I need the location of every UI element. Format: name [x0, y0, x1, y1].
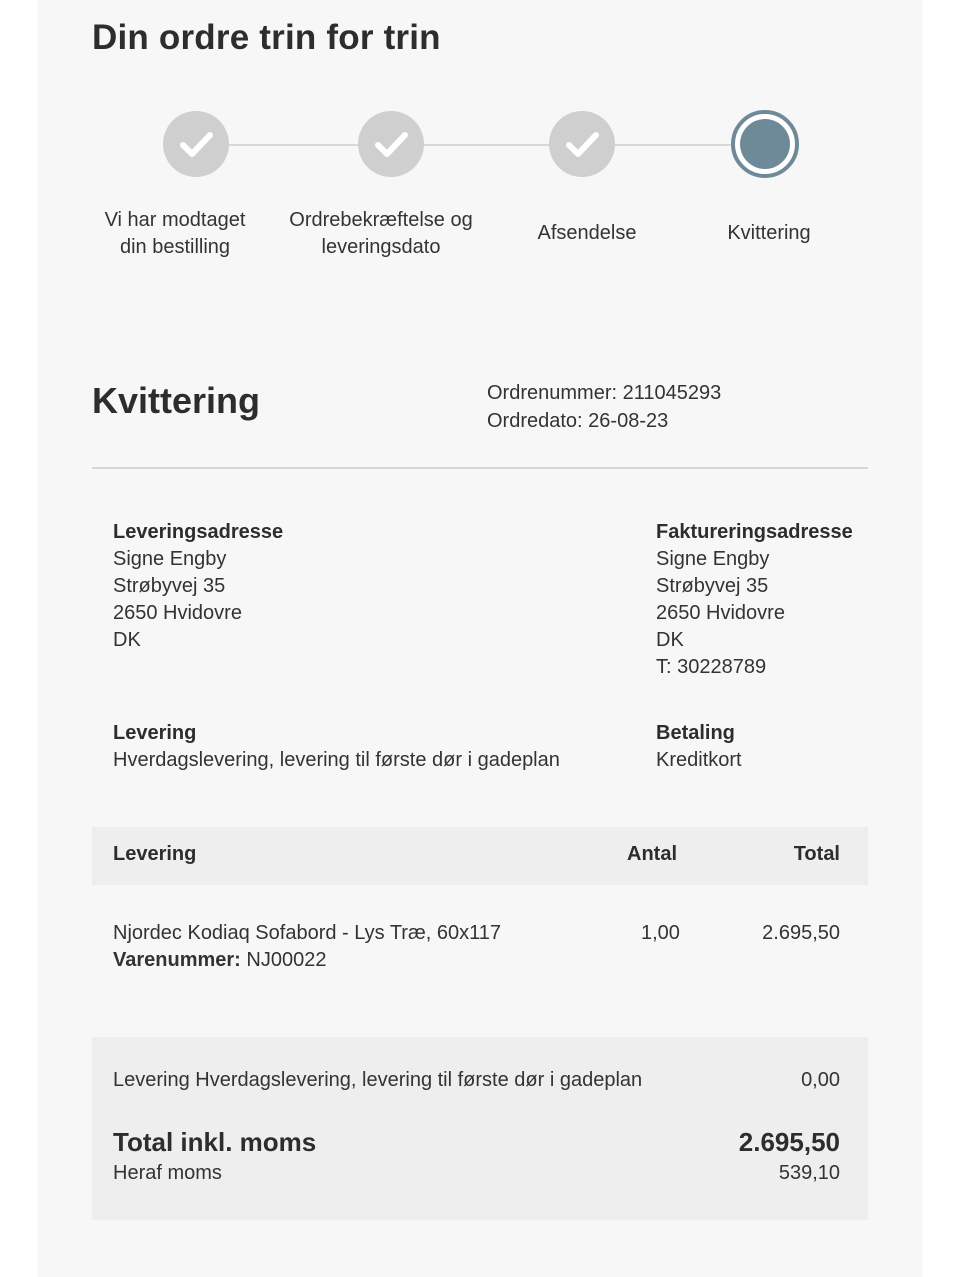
table-row [113, 920, 501, 974]
product-name: Njordec Kodiaq Sofabord - Lys Træ, 60x117 [113, 922, 501, 944]
checkmark-icon [358, 111, 424, 177]
summary-delivery-amount: 0,00 [801, 1069, 840, 1091]
order-card [37, 0, 923, 1277]
col-total: Total [793, 843, 840, 865]
divider [92, 467, 868, 469]
items-table-header [92, 827, 868, 885]
order-progress [37, 0, 923, 300]
summary-vat-label: Heraf moms [113, 1162, 222, 1184]
step-done-circle [358, 111, 424, 177]
checkmark-icon [163, 111, 229, 177]
step-done-circle [549, 111, 615, 177]
order-date: Ordredato: 26-08-23 [487, 410, 669, 432]
col-qty: Antal [627, 843, 677, 865]
summary-vat-amount: 539,10 [778, 1162, 840, 1184]
step-current-circle [731, 110, 799, 178]
step-label: Ordrebekræftelse og leveringsdato [289, 209, 473, 258]
payment-method: Betaling Kreditkort [656, 722, 742, 771]
order-number: Ordrenummer: 211045293 [487, 382, 722, 404]
product-total: 2.695,50 [762, 922, 840, 944]
summary-delivery-line: Levering Hverdagslevering, levering til første dør i gadeplan [113, 1069, 643, 1091]
step-label: Afsendelse [537, 222, 637, 244]
step-connector [228, 144, 358, 146]
shipping-address: Leveringsadresse Signe Engby Strøbyvej 35 2650 Hvidovre DK [113, 521, 284, 651]
step-label: Kvittering [727, 222, 811, 244]
order-meta [487, 379, 721, 435]
step-label: Vi har modtaget din bestilling [104, 209, 246, 258]
current-step-dot [740, 119, 790, 169]
col-item: Levering [113, 843, 197, 865]
delivery-method: Levering Hverdagslevering, levering til første dør i gadeplan [113, 722, 560, 771]
product-qty: 1,00 [641, 922, 680, 944]
page-title: Din ordre trin for trin [92, 18, 441, 57]
order-summary [92, 1037, 868, 1220]
step-done-circle [163, 111, 229, 177]
step-connector [615, 144, 733, 146]
summary-total-amount: 2.695,50 [738, 1127, 840, 1157]
summary-total-label: Total inkl. moms [113, 1127, 317, 1157]
step-connector [423, 144, 549, 146]
receipt-title: Kvittering [92, 380, 261, 421]
checkmark-icon [549, 111, 615, 177]
product-sku: Varenummer: NJ00022 [113, 949, 327, 971]
billing-address: Faktureringsadresse Signe Engby Strøbyvej 35 2650 Hvidovre DK T: 30228789 [656, 521, 853, 678]
